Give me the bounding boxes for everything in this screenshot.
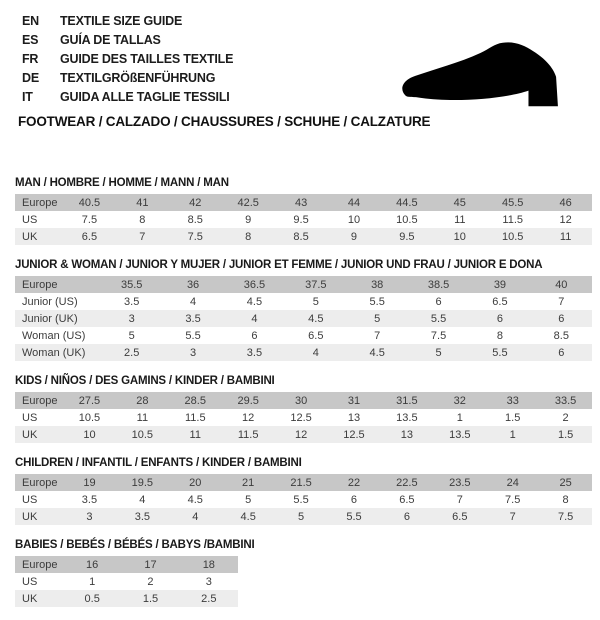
row-label: UK bbox=[22, 592, 38, 605]
size-cell: 9.5 bbox=[293, 213, 309, 226]
table-row bbox=[15, 392, 592, 409]
size-cell: 12 bbox=[294, 428, 308, 441]
section-title: BABIES / BEBÉS / BÉBÉS / BABYS /BAMBINI bbox=[15, 539, 255, 551]
size-cell: 43 bbox=[294, 196, 308, 209]
size-cell: 5.5 bbox=[492, 346, 508, 359]
size-cell: 10 bbox=[347, 213, 361, 226]
size-cell: 46 bbox=[559, 196, 572, 209]
size-cell: 3 bbox=[86, 510, 93, 523]
size-cell: 24 bbox=[506, 476, 519, 489]
section-children bbox=[15, 456, 592, 525]
table-row bbox=[15, 556, 238, 573]
language-label: TEXTILE SIZE GUIDE bbox=[60, 13, 183, 28]
language-code: EN bbox=[22, 13, 39, 28]
size-cell: 45.5 bbox=[501, 196, 524, 209]
size-cell: 5 bbox=[245, 493, 252, 506]
size-cell: 27.5 bbox=[78, 394, 101, 407]
size-cell: 6.5 bbox=[452, 510, 468, 523]
row-label: UK bbox=[22, 230, 38, 243]
shoe-icon bbox=[390, 29, 586, 121]
size-cell: 2 bbox=[562, 411, 569, 424]
size-cell: 30 bbox=[294, 394, 308, 407]
size-cell: 5.5 bbox=[369, 295, 385, 308]
section-title: MAN / HOMBRE / HOMME / MANN / MAN bbox=[15, 177, 229, 189]
size-cell: 7 bbox=[558, 295, 565, 308]
size-cell: 6.5 bbox=[81, 230, 98, 243]
size-cell: 13.5 bbox=[449, 428, 471, 441]
size-cell: 36 bbox=[186, 278, 200, 291]
size-cell: 3.5 bbox=[134, 510, 150, 523]
table-row bbox=[15, 508, 592, 525]
size-cell: 11 bbox=[454, 213, 466, 226]
size-cell: 6 bbox=[496, 312, 503, 325]
size-cell: 36.5 bbox=[243, 278, 266, 291]
size-table bbox=[15, 392, 592, 443]
size-cell: 33.5 bbox=[554, 394, 577, 407]
size-cell: 38 bbox=[371, 278, 384, 291]
table-row bbox=[15, 344, 592, 361]
row-label: US bbox=[22, 213, 38, 226]
size-cell: 17 bbox=[144, 558, 157, 571]
section-man bbox=[15, 176, 592, 245]
size-cell: 11 bbox=[559, 230, 572, 243]
size-cell: 22 bbox=[347, 476, 361, 489]
size-cell: 8 bbox=[562, 493, 569, 506]
size-cell: 13 bbox=[347, 411, 361, 424]
section-title: KIDS / NIÑOS / DES GAMINS / KINDER / BAMBINI bbox=[15, 375, 275, 387]
language-label: TEXTILGRÖßENFÜHRUNG bbox=[60, 70, 216, 85]
size-cell: 6 bbox=[558, 346, 565, 359]
size-cell: 7.5 bbox=[81, 213, 98, 226]
size-cell: 23.5 bbox=[449, 476, 471, 489]
size-cell: 1 bbox=[89, 575, 96, 588]
size-cell: 6 bbox=[251, 329, 258, 342]
row-label: Europe bbox=[22, 196, 58, 209]
language-code: ES bbox=[22, 32, 39, 47]
size-cell: 9 bbox=[350, 230, 358, 243]
size-cell: 5.5 bbox=[346, 510, 362, 523]
size-cell: 42 bbox=[189, 196, 202, 209]
size-cell: 7 bbox=[139, 230, 146, 243]
section-junior-woman bbox=[15, 258, 592, 361]
row-label: Europe bbox=[22, 394, 58, 407]
size-cell: 10.5 bbox=[78, 411, 101, 424]
size-cell: 1 bbox=[456, 411, 463, 424]
row-label: US bbox=[22, 493, 38, 506]
row-label: Junior (UK) bbox=[22, 312, 78, 325]
size-cell: 21 bbox=[242, 476, 255, 489]
size-cell: 5.5 bbox=[430, 312, 447, 325]
table-row bbox=[15, 426, 592, 443]
size-cell: 11.5 bbox=[502, 213, 523, 226]
size-cell: 8 bbox=[139, 213, 146, 226]
language-label: GUIDA ALLE TAGLIE TESSILI bbox=[60, 89, 230, 104]
size-cell: 10 bbox=[83, 428, 96, 441]
size-cell: 19 bbox=[83, 476, 96, 489]
size-cell: 22.5 bbox=[396, 476, 418, 489]
size-cell: 42.5 bbox=[237, 196, 259, 209]
size-cell: 25 bbox=[559, 476, 572, 489]
size-cell: 5 bbox=[298, 510, 305, 523]
size-cell: 5.5 bbox=[185, 329, 201, 342]
row-label: Woman (US) bbox=[22, 329, 86, 342]
row-label: Europe bbox=[22, 278, 58, 291]
size-cell: 44 bbox=[347, 196, 361, 209]
size-cell: 3.5 bbox=[246, 346, 263, 359]
row-label: Europe bbox=[22, 476, 58, 489]
language-row-en bbox=[22, 11, 600, 30]
size-cell: 13 bbox=[400, 428, 414, 441]
size-table bbox=[15, 276, 592, 361]
size-cell: 4 bbox=[251, 312, 258, 325]
size-cell: 6 bbox=[558, 312, 565, 325]
size-cell: 1.5 bbox=[142, 592, 159, 605]
section-title: CHILDREN / INFANTIL / ENFANTS / KINDER / BAMBINI bbox=[15, 457, 302, 469]
size-cell: 13.5 bbox=[396, 411, 418, 424]
size-table bbox=[15, 194, 592, 245]
size-cell: 8 bbox=[245, 230, 252, 243]
table-row bbox=[15, 474, 592, 491]
size-cell: 11.5 bbox=[237, 428, 259, 441]
size-cell: 21.5 bbox=[290, 476, 312, 489]
size-cell: 28.5 bbox=[184, 394, 206, 407]
size-cell: 12 bbox=[242, 411, 255, 424]
size-cell: 7.5 bbox=[557, 510, 574, 523]
size-cell: 4 bbox=[139, 493, 146, 506]
size-cell: 3.5 bbox=[124, 295, 140, 308]
table-row bbox=[15, 310, 592, 327]
size-cell: 11 bbox=[136, 411, 149, 424]
category-line: FOOTWEAR / CALZADO / CHAUSSURES / SCHUHE / CALZATURE bbox=[18, 114, 431, 129]
size-cell: 31 bbox=[347, 394, 361, 407]
language-code: DE bbox=[22, 70, 39, 85]
size-cell: 6.5 bbox=[308, 329, 324, 342]
language-code: FR bbox=[22, 51, 39, 66]
size-cell: 5 bbox=[312, 295, 319, 308]
size-cell: 41 bbox=[136, 196, 149, 209]
size-cell: 8.5 bbox=[293, 230, 309, 243]
table-row bbox=[15, 211, 592, 228]
size-cell: 4 bbox=[312, 346, 319, 359]
size-cell: 3.5 bbox=[81, 493, 98, 506]
table-row bbox=[15, 491, 592, 508]
table-row bbox=[15, 194, 592, 211]
section-kids bbox=[15, 374, 592, 443]
size-cell: 10.5 bbox=[501, 230, 524, 243]
size-cell: 3 bbox=[128, 312, 135, 325]
row-label: US bbox=[22, 411, 38, 424]
size-cell: 4.5 bbox=[240, 510, 256, 523]
size-cell: 32 bbox=[453, 394, 466, 407]
size-cell: 7.5 bbox=[430, 329, 447, 342]
row-label: Europe bbox=[22, 558, 58, 571]
size-cell: 10.5 bbox=[131, 428, 154, 441]
size-cell: 6.5 bbox=[399, 493, 415, 506]
size-cell: 5 bbox=[435, 346, 442, 359]
size-cell: 7 bbox=[456, 493, 463, 506]
size-cell: 1 bbox=[509, 428, 516, 441]
size-cell: 40 bbox=[555, 278, 568, 291]
size-cell: 6.5 bbox=[492, 295, 508, 308]
size-cell: 3 bbox=[205, 575, 212, 588]
size-cell: 10.5 bbox=[396, 213, 418, 226]
size-cell: 4 bbox=[192, 510, 199, 523]
table-row bbox=[15, 409, 592, 426]
size-cell: 5 bbox=[374, 312, 381, 325]
size-cell: 11 bbox=[189, 428, 201, 441]
table-row bbox=[15, 590, 238, 607]
size-cell: 12 bbox=[559, 213, 572, 226]
size-cell: 8 bbox=[496, 329, 503, 342]
section-babies bbox=[15, 538, 592, 607]
size-cell: 10 bbox=[453, 230, 466, 243]
size-cell: 33 bbox=[506, 394, 519, 407]
size-cell: 31.5 bbox=[396, 394, 418, 407]
size-cell: 8.5 bbox=[187, 213, 203, 226]
size-cell: 4 bbox=[190, 295, 197, 308]
table-row bbox=[15, 573, 238, 590]
size-cell: 2.5 bbox=[124, 346, 140, 359]
row-label: UK bbox=[22, 428, 38, 441]
size-cell: 6 bbox=[435, 295, 442, 308]
row-label: US bbox=[22, 575, 38, 588]
size-cell: 4.5 bbox=[369, 346, 385, 359]
row-label: Junior (US) bbox=[22, 295, 78, 308]
language-code: IT bbox=[22, 89, 33, 104]
size-cell: 6 bbox=[350, 493, 358, 506]
size-cell: 7 bbox=[374, 329, 381, 342]
table-row bbox=[15, 327, 592, 344]
size-cell: 4.5 bbox=[187, 493, 203, 506]
size-cell: 12.5 bbox=[343, 428, 365, 441]
language-label: GUIDE DES TAILLES TEXTILE bbox=[60, 51, 234, 66]
size-cell: 20 bbox=[189, 476, 202, 489]
size-cell: 4.5 bbox=[308, 312, 324, 325]
size-tables bbox=[15, 176, 592, 620]
size-cell: 5.5 bbox=[293, 493, 309, 506]
size-cell: 39 bbox=[493, 278, 507, 291]
table-row bbox=[15, 276, 592, 293]
size-cell: 28 bbox=[136, 394, 149, 407]
size-cell: 35.5 bbox=[120, 278, 143, 291]
size-cell: 8.5 bbox=[553, 329, 569, 342]
size-cell: 9 bbox=[245, 213, 252, 226]
size-cell: 40.5 bbox=[78, 196, 101, 209]
language-label: GUÍA DE TALLAS bbox=[60, 32, 161, 47]
size-cell: 1.5 bbox=[557, 428, 574, 441]
size-cell: 38.5 bbox=[427, 278, 450, 291]
row-label: UK bbox=[22, 510, 38, 523]
size-cell: 2.5 bbox=[201, 592, 217, 605]
size-cell: 3 bbox=[190, 346, 197, 359]
size-cell: 0.5 bbox=[84, 592, 100, 605]
size-cell: 7 bbox=[509, 510, 516, 523]
size-cell: 37.5 bbox=[305, 278, 327, 291]
size-cell: 6 bbox=[403, 510, 410, 523]
size-cell: 19.5 bbox=[131, 476, 154, 489]
size-cell: 7.5 bbox=[187, 230, 203, 243]
size-cell: 44.5 bbox=[396, 196, 418, 209]
size-cell: 12.5 bbox=[290, 411, 312, 424]
size-cell: 16 bbox=[86, 558, 99, 571]
table-row bbox=[15, 228, 592, 245]
size-cell: 29.5 bbox=[237, 394, 259, 407]
size-cell: 45 bbox=[453, 196, 466, 209]
table-row bbox=[15, 293, 592, 310]
size-cell: 2 bbox=[147, 575, 154, 588]
size-cell: 9.5 bbox=[399, 230, 415, 243]
size-cell: 3.5 bbox=[185, 312, 201, 325]
section-title: JUNIOR & WOMAN / JUNIOR Y MUJER / JUNIOR ET FEMME / JUNIOR UND FRAU / JUNIOR E DONA bbox=[15, 259, 543, 271]
size-cell: 5 bbox=[128, 329, 135, 342]
size-cell: 1.5 bbox=[505, 411, 521, 424]
size-cell: 7.5 bbox=[505, 493, 521, 506]
size-table bbox=[15, 474, 592, 525]
size-cell: 4.5 bbox=[246, 295, 263, 308]
size-table bbox=[15, 556, 238, 607]
row-label: Woman (UK) bbox=[22, 346, 86, 359]
size-cell: 11.5 bbox=[184, 411, 206, 424]
size-cell: 18 bbox=[202, 558, 215, 571]
